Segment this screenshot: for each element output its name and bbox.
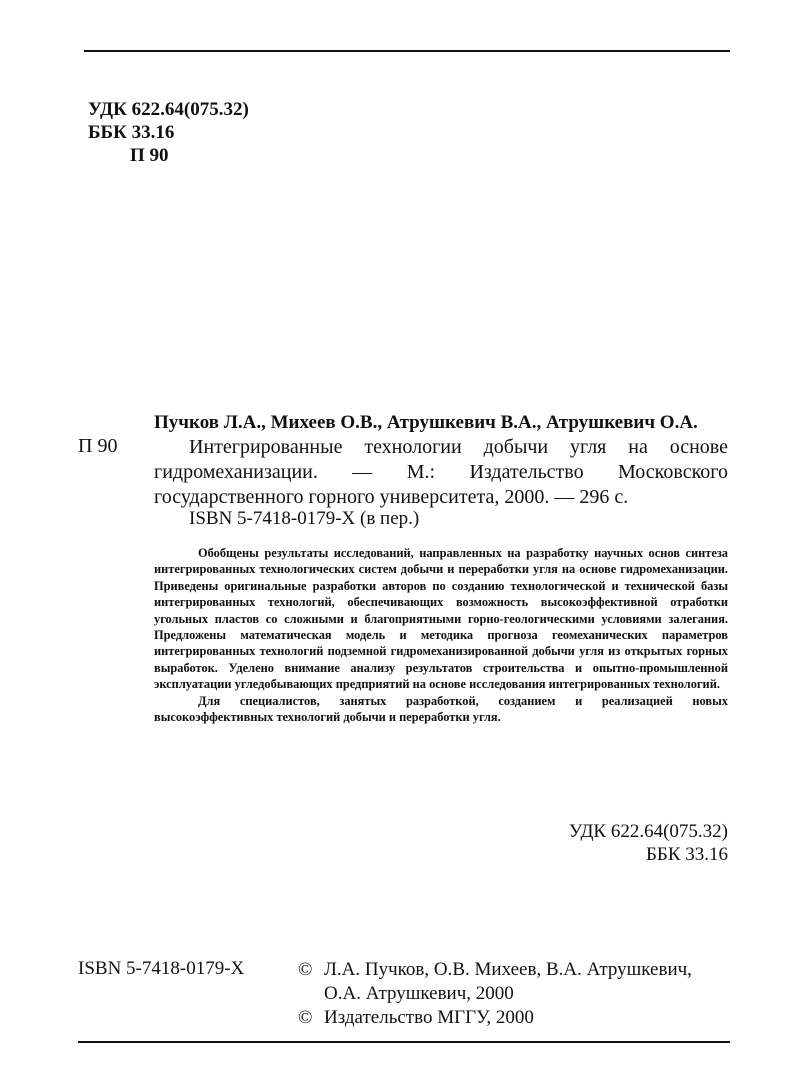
copyright-block: [298, 958, 692, 1030]
udk-code-right: УДК 622.64(075.32): [568, 821, 728, 842]
isbn-binding: ISBN 5-7418-0179-X (в пер.): [189, 508, 420, 529]
copyright-authors: [298, 958, 692, 982]
copyright-authors-text: Л.А. Пучков, О.В. Михеев, В.А. Атрушкевич,: [324, 959, 692, 980]
bibliographic-description: Интегрированные технологии добычи угля на основе гидромеханизации. — М.: Издательство Московского государственного горного университета, 2000. — 296 с.: [154, 436, 728, 508]
bbk-code: ББК 33.16: [88, 122, 175, 143]
copyright-publisher: [298, 1006, 692, 1030]
authors-line: Пучков Л.А., Михеев О.В., Атрушкевич В.А., Атрушкевич О.А.: [154, 412, 698, 433]
top-rule: [84, 50, 730, 52]
abstract: [154, 545, 728, 725]
copyright-icon: ©: [298, 959, 313, 980]
entry-author-mark: П 90: [78, 435, 118, 457]
audience-paragraph: Для специалистов, занятых разработкой, созданием и реализацией новых высокоэффективных технологий добычи и переработки угля.: [154, 693, 728, 725]
copyright-publisher-text: Издательство МГГУ, 2000: [324, 1007, 534, 1028]
abstract-paragraph: Обобщены результаты исследований, направленных на разработку научных основ синтеза интегрированных технологических систем добычи и переработки угля на основе гидромеханизации. Приведены оригинальные разработки авторов по созданию технологической и технической базы интегрированных технологий, обеспечивающих возможность высокоэффективной отработки угольных пластов со сложными и благоприятными горно-геологическими условиями залегания. Предложены математическая модель и методика прогноза геомеханических параметров интегрированных технологий подземной гидромеханизированной добычи угля из открытых горных выработок. Уделено внимание анализу результатов строительства и опытно-промышленной эксплуатации угледобывающих предприятий на основе исследования интегрированных технологий.: [154, 546, 728, 692]
isbn-footer: ISBN 5-7418-0179-X: [78, 958, 245, 979]
bottom-rule: [78, 1041, 730, 1043]
classification-block: [88, 98, 249, 167]
classification-codes-right: [569, 820, 728, 866]
udk-code: УДК 622.64(075.32): [88, 99, 249, 120]
copyright-icon: ©: [298, 1007, 313, 1028]
copyright-authors-continuation: О.А. Атрушкевич, 2000: [324, 983, 514, 1004]
author-mark: П 90: [130, 145, 169, 166]
bbk-code-right: ББК 33.16: [646, 844, 728, 865]
